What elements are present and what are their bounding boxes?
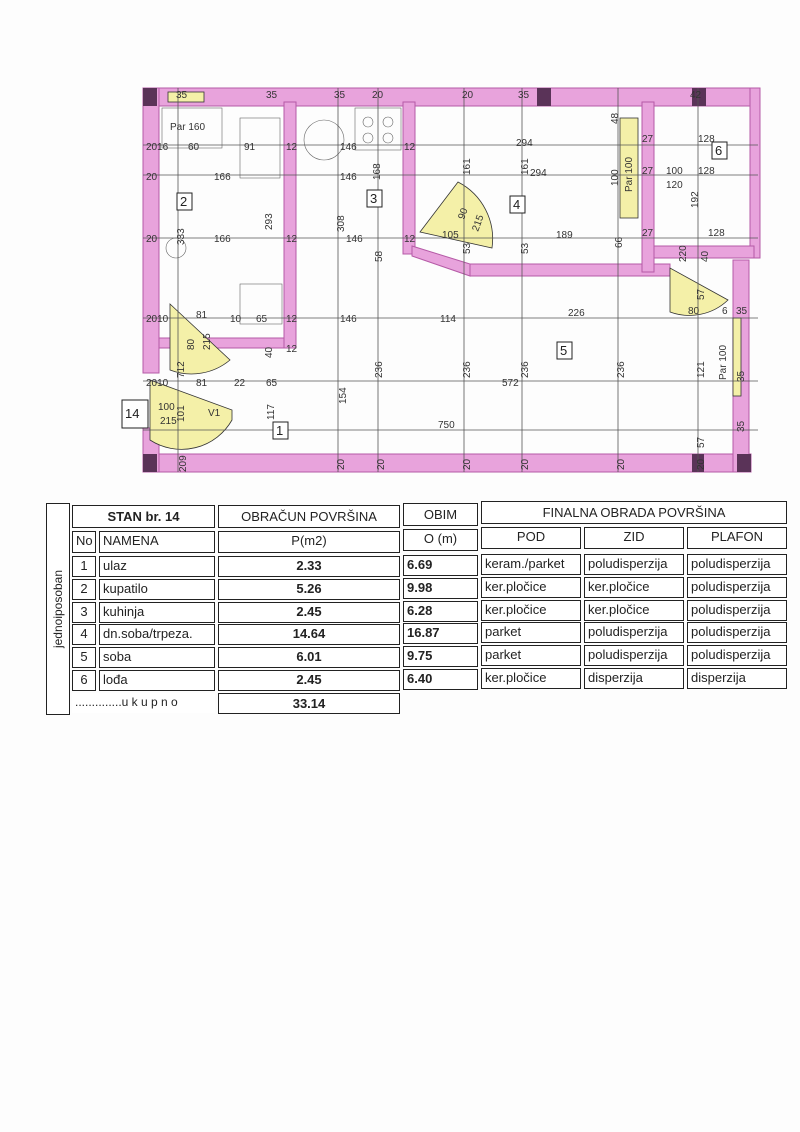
svg-text:60: 60 bbox=[188, 142, 200, 153]
svg-text:35: 35 bbox=[266, 90, 278, 101]
svg-text:236: 236 bbox=[374, 361, 385, 378]
svg-text:117: 117 bbox=[266, 404, 277, 420]
svg-text:65: 65 bbox=[266, 378, 278, 389]
room-number-5: 5 bbox=[560, 343, 568, 358]
svg-text:20: 20 bbox=[462, 458, 473, 470]
svg-text:128: 128 bbox=[698, 166, 715, 177]
subheader-perimeter: O (m) bbox=[403, 529, 478, 551]
row-6-no: 6 bbox=[72, 670, 96, 691]
svg-text:154: 154 bbox=[338, 387, 349, 404]
row-4-no: 4 bbox=[72, 624, 96, 645]
svg-text:90: 90 bbox=[456, 206, 471, 222]
wall-loggia bbox=[642, 102, 654, 272]
row-2-name: kupatilo bbox=[99, 579, 215, 600]
floor-plan bbox=[0, 0, 800, 480]
row-1-floor: keram./parket bbox=[481, 554, 581, 575]
subheader-name: NAMENA bbox=[99, 531, 215, 553]
row-6-area: 2.45 bbox=[218, 670, 400, 691]
subheader-ceiling: PLAFON bbox=[687, 527, 787, 549]
header-perimeter: OBIM bbox=[403, 503, 478, 526]
row-3-wall: ker.pločice bbox=[584, 600, 684, 621]
total-label: ..............u k u p n o bbox=[72, 693, 215, 713]
svg-text:20: 20 bbox=[696, 458, 707, 470]
room-number-6: 6 bbox=[715, 143, 723, 158]
svg-text:161: 161 bbox=[462, 158, 473, 175]
svg-text:20: 20 bbox=[146, 234, 158, 245]
room-number-4: 4 bbox=[513, 197, 521, 212]
svg-text:215: 215 bbox=[470, 213, 487, 234]
row-5-no: 5 bbox=[72, 647, 96, 668]
svg-text:12: 12 bbox=[286, 142, 298, 153]
door-label-v1: V1 bbox=[208, 408, 221, 419]
row-2-no: 2 bbox=[72, 579, 96, 600]
row-4-wall: poludisperzija bbox=[584, 622, 684, 643]
svg-text:308: 308 bbox=[336, 215, 347, 232]
wall-loggia-right bbox=[750, 88, 760, 258]
apartment-type-label bbox=[46, 503, 70, 715]
svg-text:12: 12 bbox=[404, 234, 416, 245]
row-1-ceiling: poludisperzija bbox=[687, 554, 787, 575]
svg-text:209: 209 bbox=[178, 455, 189, 472]
svg-text:80: 80 bbox=[186, 338, 197, 350]
svg-text:53: 53 bbox=[520, 242, 531, 254]
row-1-name: ulaz bbox=[99, 556, 215, 577]
total-area: 33.14 bbox=[218, 693, 400, 714]
svg-text:114: 114 bbox=[440, 314, 456, 325]
svg-text:27: 27 bbox=[642, 228, 654, 239]
row-2-ceiling: poludisperzija bbox=[687, 577, 787, 598]
subheader-area: P(m2) bbox=[218, 531, 400, 553]
svg-text:57: 57 bbox=[696, 288, 707, 300]
svg-text:333: 333 bbox=[176, 228, 187, 245]
svg-text:226: 226 bbox=[568, 308, 585, 319]
row-2-wall: ker.pločice bbox=[584, 577, 684, 598]
wall-living-room bbox=[470, 264, 670, 276]
svg-text:66: 66 bbox=[614, 236, 625, 248]
svg-text:35: 35 bbox=[176, 90, 188, 101]
svg-text:121: 121 bbox=[696, 361, 707, 378]
svg-text:20: 20 bbox=[376, 458, 387, 470]
svg-text:20: 20 bbox=[520, 458, 531, 470]
svg-text:12: 12 bbox=[286, 314, 298, 325]
window-label-par100-room: Par 100 bbox=[718, 344, 729, 380]
svg-text:35: 35 bbox=[736, 306, 748, 317]
row-4-perim: 16.87 bbox=[403, 623, 478, 644]
svg-text:40: 40 bbox=[264, 346, 275, 358]
row-6-ceiling: disperzija bbox=[687, 668, 787, 689]
column-block bbox=[143, 88, 157, 106]
svg-text:220: 220 bbox=[678, 245, 689, 262]
row-6-perim: 6.40 bbox=[403, 669, 478, 690]
row-3-floor: ker.pločice bbox=[481, 600, 581, 621]
svg-text:12: 12 bbox=[286, 344, 298, 355]
wall-kitchen-living bbox=[403, 102, 415, 254]
svg-text:20: 20 bbox=[462, 90, 474, 101]
svg-text:215: 215 bbox=[160, 416, 177, 427]
svg-text:81: 81 bbox=[196, 310, 208, 321]
row-4-area: 14.64 bbox=[218, 624, 400, 645]
svg-text:236: 236 bbox=[616, 361, 627, 378]
svg-text:100: 100 bbox=[158, 402, 175, 413]
row-4-ceiling: poludisperzija bbox=[687, 622, 787, 643]
svg-text:192: 192 bbox=[690, 191, 701, 208]
svg-text:81: 81 bbox=[196, 378, 208, 389]
svg-text:6: 6 bbox=[722, 306, 728, 317]
row-3-name: kuhinja bbox=[99, 602, 215, 623]
dimension-lines bbox=[143, 88, 758, 472]
svg-text:20: 20 bbox=[336, 458, 347, 470]
svg-text:12: 12 bbox=[404, 142, 416, 153]
svg-text:2016: 2016 bbox=[146, 142, 169, 153]
room-number-3: 3 bbox=[370, 191, 378, 206]
row-1-wall: poludisperzija bbox=[584, 554, 684, 575]
room-number-1: 1 bbox=[276, 423, 284, 438]
svg-text:166: 166 bbox=[214, 172, 231, 183]
svg-text:293: 293 bbox=[264, 213, 275, 230]
svg-text:27: 27 bbox=[642, 166, 654, 177]
row-1-no: 1 bbox=[72, 556, 96, 577]
svg-text:40: 40 bbox=[700, 250, 711, 262]
column-block bbox=[143, 454, 157, 472]
row-5-perim: 9.75 bbox=[403, 646, 478, 667]
svg-text:161: 161 bbox=[520, 158, 531, 175]
svg-text:12: 12 bbox=[286, 234, 298, 245]
svg-text:80: 80 bbox=[688, 306, 700, 317]
svg-text:20: 20 bbox=[616, 458, 627, 470]
svg-text:100: 100 bbox=[610, 169, 621, 186]
room-number-2: 2 bbox=[180, 194, 188, 209]
row-2-floor: ker.pločice bbox=[481, 577, 581, 598]
svg-text:166: 166 bbox=[214, 234, 231, 245]
subheader-floor: POD bbox=[481, 527, 581, 549]
svg-text:48: 48 bbox=[610, 112, 621, 124]
svg-text:572: 572 bbox=[502, 378, 519, 389]
svg-text:35: 35 bbox=[736, 370, 747, 382]
row-5-ceiling: poludisperzija bbox=[687, 645, 787, 666]
column-block bbox=[537, 88, 551, 106]
svg-text:105: 105 bbox=[442, 230, 459, 241]
svg-text:146: 146 bbox=[340, 172, 357, 183]
row-5-area: 6.01 bbox=[218, 647, 400, 668]
apartment-title: STAN br. 14 bbox=[72, 505, 215, 528]
dimension-labels bbox=[146, 90, 748, 472]
svg-text:2010: 2010 bbox=[146, 378, 169, 389]
svg-text:146: 146 bbox=[340, 314, 357, 325]
svg-text:100: 100 bbox=[666, 166, 683, 177]
row-1-perim: 6.69 bbox=[403, 555, 478, 576]
header-area-calc: OBRAČUN POVRŠINA bbox=[218, 505, 400, 528]
svg-text:215: 215 bbox=[202, 333, 213, 350]
svg-text:146: 146 bbox=[340, 142, 357, 153]
svg-text:120: 120 bbox=[666, 180, 683, 191]
svg-text:101: 101 bbox=[176, 405, 187, 422]
svg-text:42: 42 bbox=[690, 90, 702, 101]
window-label-par100-loggia: Par 100 bbox=[624, 156, 635, 192]
svg-text:146: 146 bbox=[346, 234, 363, 245]
subheader-no: No bbox=[72, 531, 96, 553]
wall-bottom bbox=[143, 454, 751, 472]
svg-text:712: 712 bbox=[176, 361, 187, 378]
svg-text:750: 750 bbox=[438, 420, 455, 431]
svg-text:189: 189 bbox=[556, 230, 573, 241]
row-1-area: 2.33 bbox=[218, 556, 400, 577]
svg-text:236: 236 bbox=[520, 361, 531, 378]
row-5-wall: poludisperzija bbox=[584, 645, 684, 666]
row-6-wall: disperzija bbox=[584, 668, 684, 689]
row-6-name: lođa bbox=[99, 670, 215, 691]
row-3-no: 3 bbox=[72, 602, 96, 623]
row-3-area: 2.45 bbox=[218, 602, 400, 623]
row-2-perim: 9.98 bbox=[403, 578, 478, 599]
svg-text:91: 91 bbox=[244, 142, 256, 153]
wall-left-upper bbox=[143, 88, 159, 373]
row-4-floor: parket bbox=[481, 622, 581, 643]
window-label-par160: Par 160 bbox=[170, 122, 206, 133]
svg-text:22: 22 bbox=[234, 378, 246, 389]
svg-text:294: 294 bbox=[516, 138, 533, 149]
svg-text:10: 10 bbox=[230, 314, 242, 325]
svg-text:2010: 2010 bbox=[146, 314, 169, 325]
svg-text:294: 294 bbox=[530, 168, 547, 179]
svg-text:128: 128 bbox=[698, 134, 715, 145]
svg-text:35: 35 bbox=[334, 90, 346, 101]
apartment-type-text: jednoiposoban bbox=[51, 569, 65, 649]
row-3-perim: 6.28 bbox=[403, 601, 478, 622]
apartment-number: 14 bbox=[125, 406, 140, 421]
row-2-area: 5.26 bbox=[218, 579, 400, 600]
svg-text:27: 27 bbox=[642, 134, 654, 145]
row-6-floor: ker.pločice bbox=[481, 668, 581, 689]
svg-text:53: 53 bbox=[462, 242, 473, 254]
svg-text:65: 65 bbox=[256, 314, 268, 325]
svg-text:35: 35 bbox=[736, 420, 747, 432]
wall-bath-kitchen bbox=[284, 102, 296, 348]
wall-top bbox=[143, 88, 758, 106]
svg-text:236: 236 bbox=[462, 361, 473, 378]
svg-text:168: 168 bbox=[372, 163, 383, 180]
row-5-name: soba bbox=[99, 647, 215, 668]
window-room bbox=[733, 318, 741, 396]
row-4-name: dn.soba/trpeza. bbox=[99, 624, 215, 645]
row-5-floor: parket bbox=[481, 645, 581, 666]
svg-text:20: 20 bbox=[372, 90, 384, 101]
svg-text:20: 20 bbox=[146, 172, 158, 183]
header-finish: FINALNA OBRADA POVRŠINA bbox=[481, 501, 787, 524]
svg-text:128: 128 bbox=[708, 228, 725, 239]
svg-text:57: 57 bbox=[696, 436, 707, 448]
svg-text:35: 35 bbox=[518, 90, 530, 101]
row-3-ceiling: poludisperzija bbox=[687, 600, 787, 621]
svg-text:58: 58 bbox=[374, 250, 385, 262]
subheader-wall: ZID bbox=[584, 527, 684, 549]
column-block bbox=[737, 454, 751, 472]
